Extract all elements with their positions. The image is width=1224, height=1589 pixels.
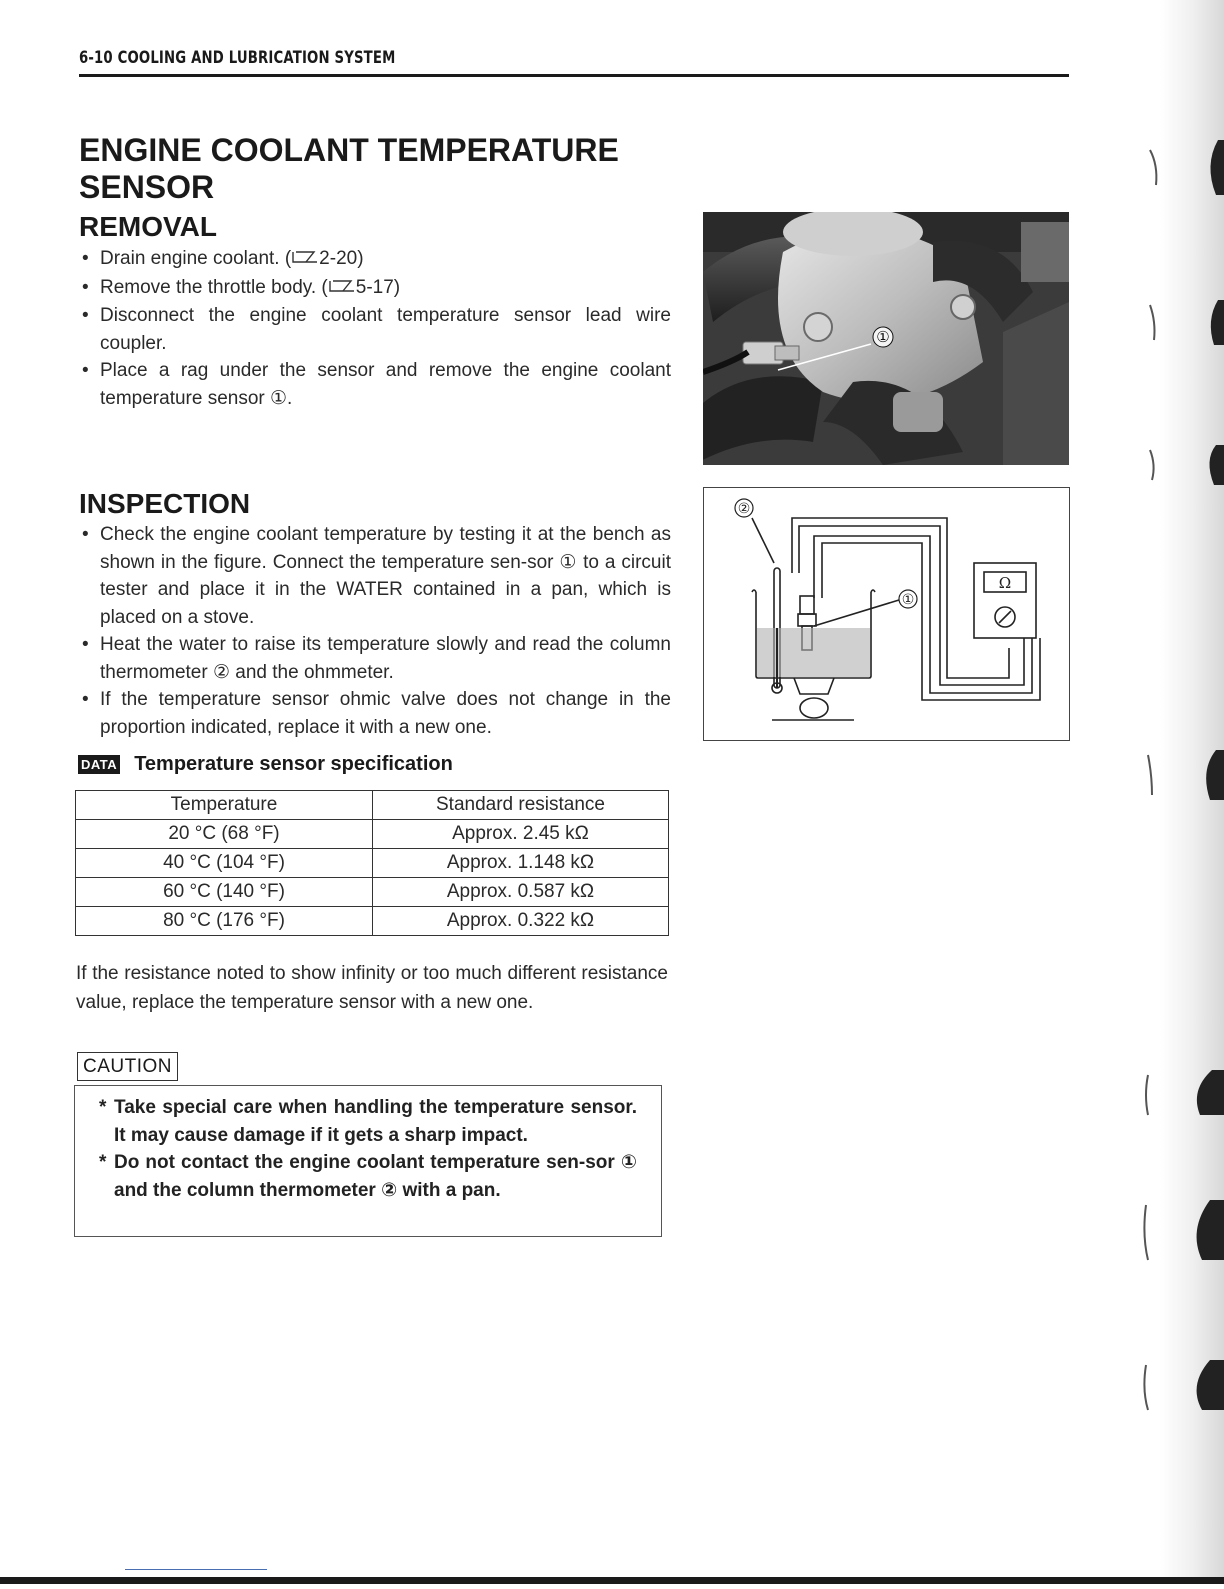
removal-heading: REMOVAL (79, 211, 217, 242)
reference-arrow-icon (329, 275, 355, 303)
page-header (79, 44, 1069, 77)
temperature-cell: 80 °C (176 °F) (76, 907, 373, 936)
photo-callout-1: ① (876, 328, 890, 346)
ohmmeter-unit-label: Ω (998, 574, 1012, 592)
removal-list (79, 245, 671, 412)
spec-title: Temperature sensor specification (134, 752, 453, 775)
spec-table (75, 790, 669, 936)
inspection-list (79, 521, 671, 741)
inspection-item: • Check the engine coolant temperature by testing it at the bench as shown in the figure. Connect the temperature sen-sor ① to a circuit tester and place it in the WATER contained in a pan, which is placed on a stove. (79, 521, 671, 631)
caution-label: CAUTION (77, 1052, 178, 1081)
diagram-label-thermometer: ② (737, 501, 751, 517)
binder-tabs-illustration (1130, 0, 1224, 1584)
test-setup-illustration (704, 488, 1069, 740)
section-title (79, 132, 619, 206)
spec-heading (78, 750, 453, 778)
sensor-photo (703, 212, 1069, 465)
page-header-title: 6-10 COOLING AND LUBRICATION SYSTEM (79, 48, 396, 68)
section-title-line1: ENGINE COOLANT TEMPERATURE (79, 132, 619, 168)
inspection-item: • If the temperature sensor ohmic valve does not change in the proportion indicated, replace it with a new one. (79, 686, 671, 741)
resistance-cell: Approx. 0.322 kΩ (373, 907, 669, 936)
resistance-note: If the resistance noted to show infinity or too much different resistance value, replace the temperature sensor with a new one. (76, 963, 668, 1013)
resistance-cell: Approx. 1.148 kΩ (373, 849, 669, 878)
table-header-row (76, 791, 669, 820)
table-row (76, 878, 669, 907)
table-row (76, 849, 669, 878)
removal-item: • Drain engine coolant. ( 2-20) (79, 245, 671, 274)
table-row (76, 907, 669, 936)
resistance-cell: Approx. 0.587 kΩ (373, 878, 669, 907)
section-title-line2: SENSOR (79, 169, 215, 205)
reference-arrow-icon (292, 246, 318, 274)
caution-box (74, 1085, 662, 1237)
removal-item: • Place a rag under the sensor and remove the engine coolant temperature sensor ①. (79, 357, 671, 412)
caution-list (75, 1086, 661, 1205)
temperature-cell: 60 °C (140 °F) (76, 878, 373, 907)
data-badge-icon: DATA (78, 755, 120, 774)
column-header-resistance: Standard resistance (373, 791, 669, 820)
diagram-label-sensor: ① (901, 592, 915, 608)
caution-item: * Do not contact the engine coolant temperature sen-sor ① and the column thermometer ② with a pan. (99, 1149, 637, 1204)
inspection-heading: INSPECTION (79, 488, 251, 519)
footer-link-line (125, 1569, 267, 1570)
test-setup-diagram (703, 487, 1070, 741)
removal-item: • Disconnect the engine coolant temperature sensor lead wire coupler. (79, 302, 671, 357)
inspection-item: • Heat the water to raise its temperature slowly and read the column thermometer ② and the ohmmeter. (79, 631, 671, 686)
temperature-cell: 20 °C (68 °F) (76, 820, 373, 849)
footer-rule (0, 1577, 1224, 1584)
caution-item: * Take special care when handling the temperature sensor. It may cause damage if it gets a sharp impact. (99, 1094, 637, 1149)
removal-item: • Remove the throttle body. ( 5-17) (79, 274, 671, 303)
engine-photo-illustration (703, 212, 1069, 465)
table-row (76, 820, 669, 849)
column-header-temperature: Temperature (76, 791, 373, 820)
temperature-cell: 40 °C (104 °F) (76, 849, 373, 878)
resistance-cell: Approx. 2.45 kΩ (373, 820, 669, 849)
binder-edge (1130, 0, 1224, 1584)
